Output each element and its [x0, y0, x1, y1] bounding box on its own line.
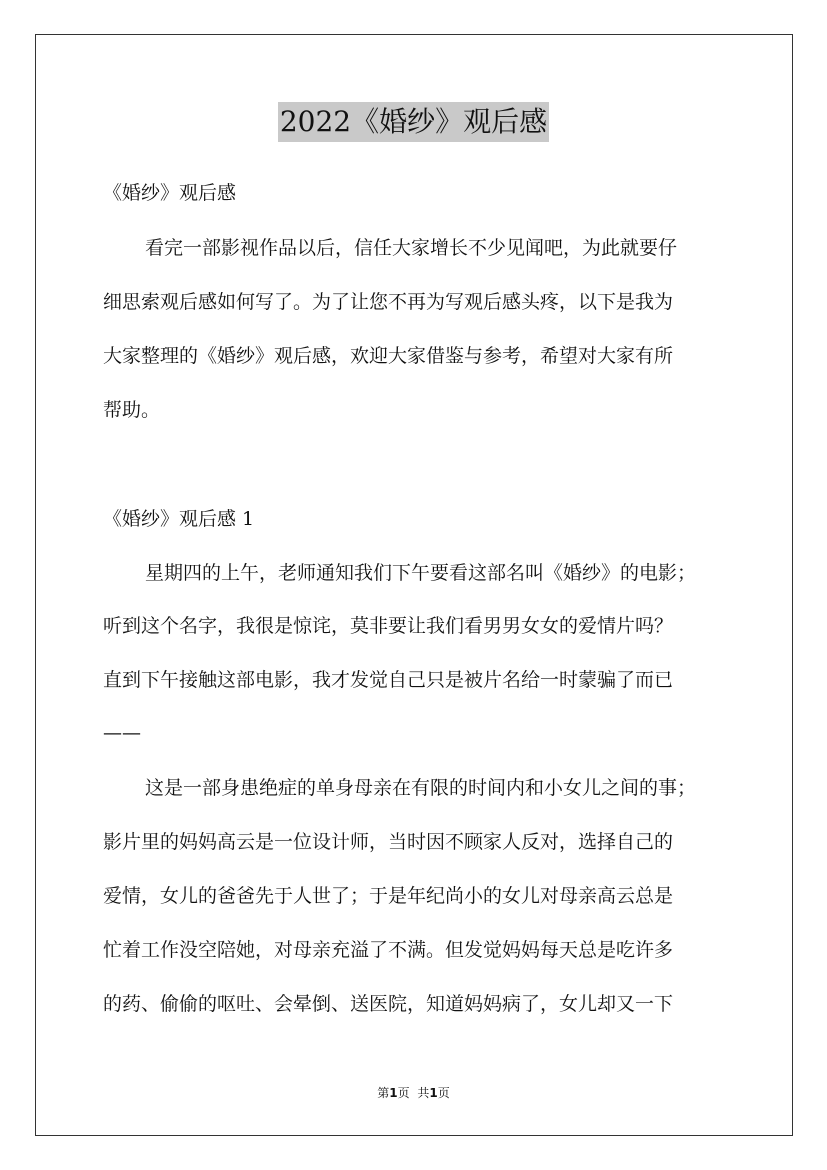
- section-heading: 《婚纱》观后感: [103, 182, 237, 204]
- paragraph-line: 的药、偷偷的呕吐、会晕倒、送医院，知道妈妈病了，女儿却又一下: [103, 993, 674, 1015]
- footer-page-prefix: 第: [377, 1086, 390, 1100]
- title-wrapper: [0, 102, 827, 142]
- intro-line: 看完一部影视作品以后，信任大家增长不少见闻吧，为此就要仔: [145, 237, 678, 259]
- paragraph-line: 忙着工作没空陪她，对母亲充溢了不满。但发觉妈妈每天总是吃许多: [103, 939, 674, 961]
- intro-line: 大家整理的《婚纱》观后感，欢迎大家借鉴与参考，希望对大家有所: [103, 345, 674, 367]
- paragraph-line: 直到下午接触这部电影，我才发觉自己只是被片名给一时蒙骗了而已: [103, 669, 674, 691]
- paragraph-line: 爱情，女儿的爸爸先于人世了；于是年纪尚小的女儿对母亲高云总是: [103, 885, 674, 907]
- section-heading: 《婚纱》观后感 1: [103, 508, 255, 530]
- paragraph-line: 星期四的上午，老师通知我们下午要看这部名叫《婚纱》的电影；: [145, 562, 697, 584]
- footer-page-suffix: 页: [397, 1086, 410, 1100]
- footer-total-number: 1: [429, 1086, 438, 1100]
- footer-page-number: 1: [389, 1086, 398, 1100]
- paragraph-line: ——: [103, 722, 141, 744]
- paragraph-line: 听到这个名字，我很是惊诧，莫非要让我们看男男女女的爱情片吗？: [103, 615, 674, 637]
- page-footer: [0, 1084, 827, 1101]
- document-title: 2022《婚纱》观后感: [278, 102, 549, 142]
- footer-total-prefix: 共: [417, 1086, 430, 1100]
- paragraph-line: 影片里的妈妈高云是一位设计师，当时因不顾家人反对，选择自己的: [103, 831, 674, 853]
- paragraph-line: 这是一部身患绝症的单身母亲在有限的时间内和小女儿之间的事；: [145, 777, 697, 799]
- intro-line: 细思索观后感如何写了。为了让您不再为写观后感头疼，以下是我为: [103, 291, 674, 313]
- intro-line: 帮助。: [103, 399, 161, 421]
- footer-total-suffix: 页: [437, 1086, 450, 1100]
